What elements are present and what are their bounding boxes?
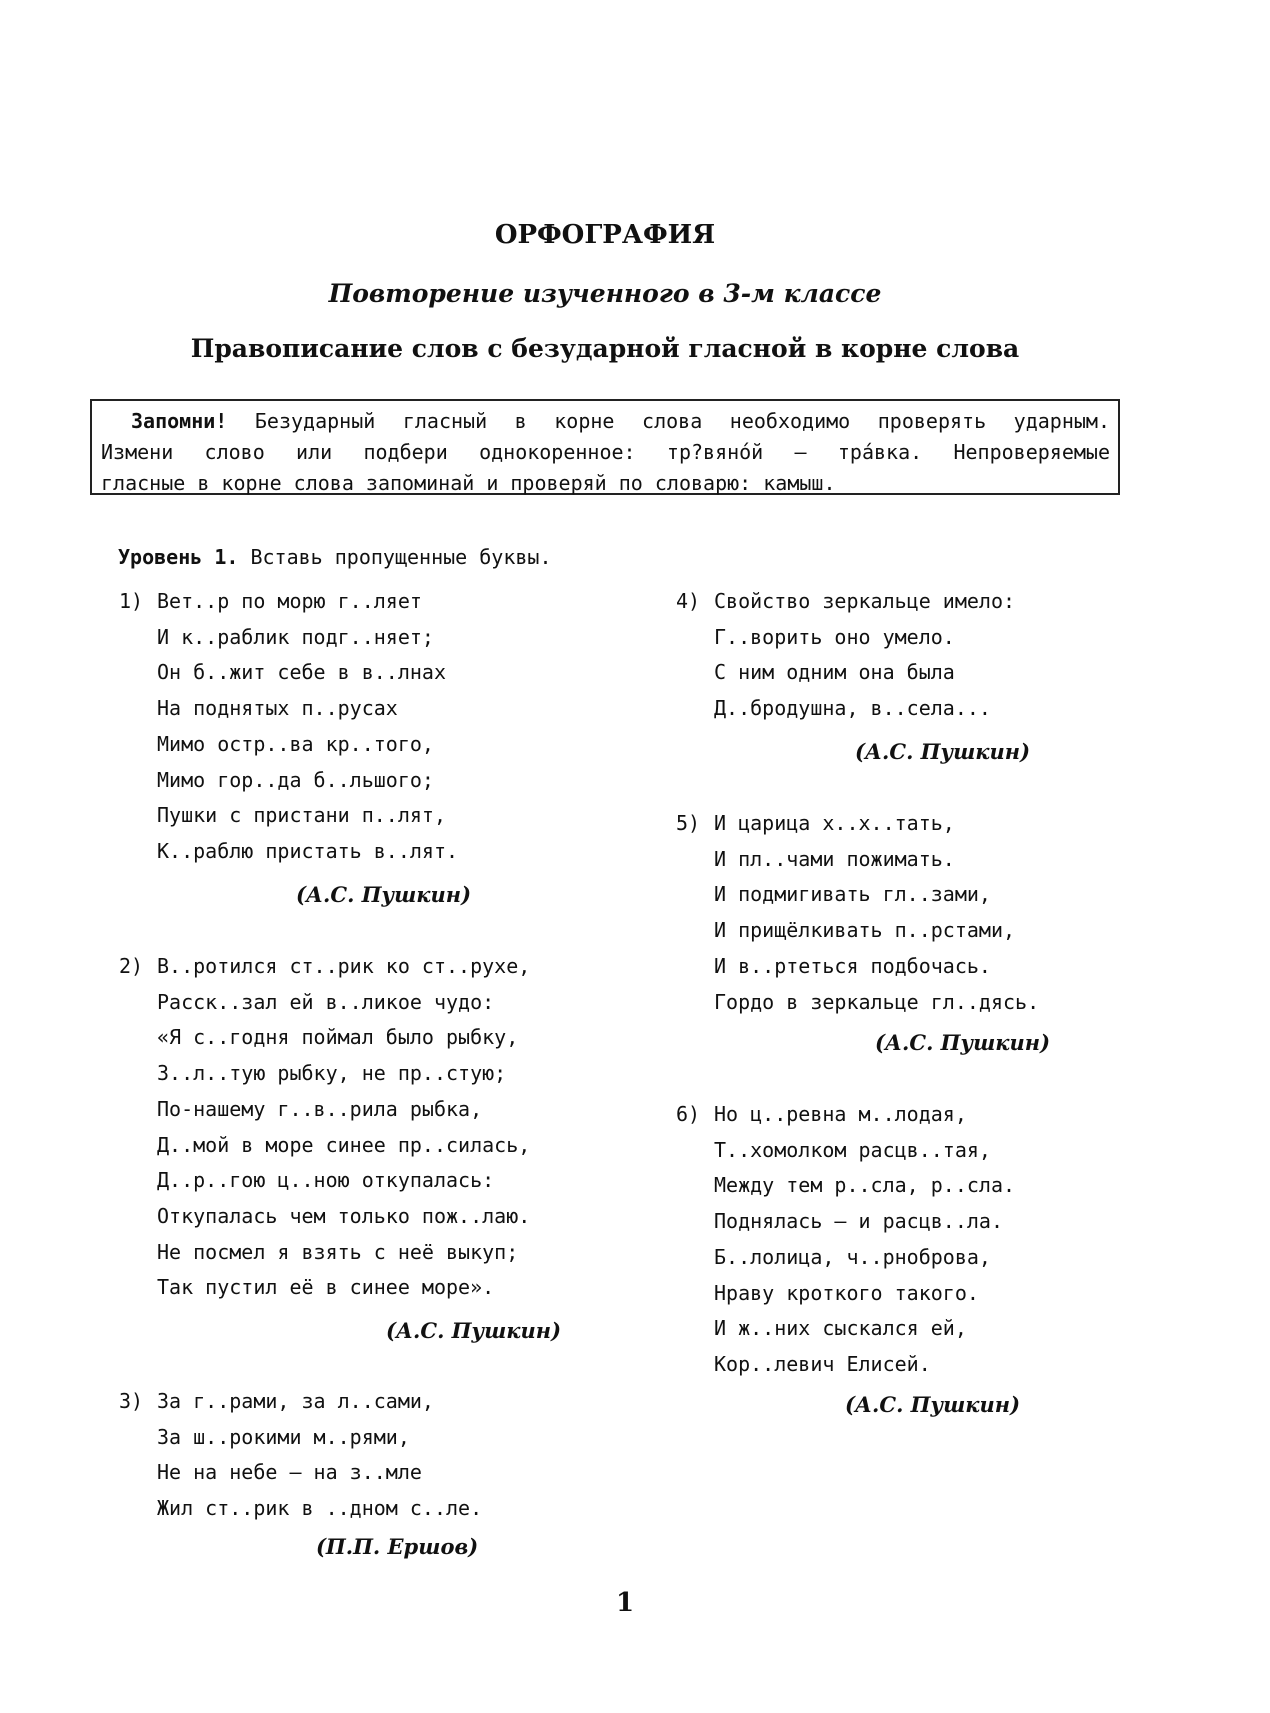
poem-line: Д..бродушна, в..села... <box>714 696 991 721</box>
rule-box <box>90 399 1120 495</box>
rule-line-3: гласные в корне слова запоминай и проверяй по словарю: камыш. <box>101 471 836 495</box>
poem-number: 5) <box>676 811 701 835</box>
poem-number: 6) <box>676 1102 701 1126</box>
poem-line: За ш..рокими м..рями, <box>157 1424 410 1449</box>
poem-number: 1) <box>119 589 144 613</box>
poem-line: Свойство зеркальце имело: <box>714 589 1016 613</box>
subtitle: Повторение изученного в 3-м классе <box>328 279 882 308</box>
poem-2 <box>119 949 531 1306</box>
poem-number: 3) <box>119 1389 144 1413</box>
section-title: ОРФОГРАФИЯ <box>494 220 716 250</box>
poem-6-author: (А.С. Пушкин) <box>845 1392 1021 1417</box>
poem-line: Но ц..ревна м..лодая, <box>714 1102 967 1126</box>
rule-lead: Запомни! <box>131 409 228 433</box>
poem-line: В..ротился ст..рик ко ст..рухе, <box>157 954 531 978</box>
poem-line: На поднятых п..русах <box>157 696 398 721</box>
page-number: 1 <box>615 1588 635 1618</box>
poem-line: З..л..тую рыбку, не пр..стую; <box>157 1061 507 1086</box>
poem-line: Не на небе — на з..мле <box>157 1460 422 1485</box>
poem-line: Мимо остр..ва кр..того, <box>157 731 434 756</box>
poem-1 <box>119 584 459 870</box>
rule-line-1 <box>101 406 1110 437</box>
rule-line-2: Измени слово или подбери однокоренное: тр?вянóй — тра́вка. Непроверяемые <box>101 440 1110 464</box>
task-instruction <box>118 545 552 569</box>
poem-line: Так пустил её в синее море». <box>157 1275 495 1300</box>
poem-4 <box>676 584 1016 727</box>
poem-line: Он б..жит себе в в..лнах <box>157 660 446 685</box>
poem-2-author: (А.С. Пушкин) <box>386 1318 562 1343</box>
poem-line: К..раблю пристать в..лят. <box>157 838 459 863</box>
poem-line: Жил ст..рик в ..дном с..ле. <box>157 1496 483 1521</box>
poem-number: 4) <box>676 589 701 613</box>
poem-5 <box>676 806 1040 1020</box>
poem-line: И пл..чами пожимать. <box>714 846 955 871</box>
poem-line: Нраву кроткого такого. <box>714 1280 979 1305</box>
poem-line: И прищёлкивать п..рстами, <box>714 918 1016 943</box>
poem-line: Г..ворить оно умело. <box>714 624 955 649</box>
poem-line: И к..раблик подг..няет; <box>157 624 434 649</box>
poem-line: И в..ртеться подбочась. <box>714 953 991 978</box>
poem-line: Б..лолица, ч..рноброва, <box>714 1244 991 1269</box>
poem-line: С ним одним она была <box>714 660 955 685</box>
poem-line: «Я с..годня поймал было рыбку, <box>157 1025 519 1050</box>
poem-line: Расск..зал ей в..ликое чудо: <box>157 989 495 1014</box>
poem-line: Кор..левич Елисей. <box>714 1351 931 1376</box>
poem-line: Гордо в зеркальце гл..дясь. <box>714 989 1040 1014</box>
poem-5-author: (А.С. Пушкин) <box>875 1030 1051 1055</box>
poem-1-author: (А.С. Пушкин) <box>296 882 472 907</box>
poem-line: И ж..них сыскался ей, <box>714 1316 967 1341</box>
task-level: Уровень 1. <box>118 545 239 569</box>
poem-line: Откупалась чем только пож..лаю. <box>157 1203 531 1228</box>
poem-line: И царица х..х..тать, <box>714 811 955 835</box>
poem-line: Т..хомолком расцв..тая, <box>714 1137 991 1162</box>
rule-line-1-text: Безударный гласный в корне слова необходимо проверять ударным. <box>227 409 1110 433</box>
poem-line: И подмигивать гл..зами, <box>714 882 991 907</box>
poem-line: Д..р..гою ц..ною откупалась: <box>157 1168 495 1193</box>
poem-line: Поднялась — и расцв..ла. <box>714 1209 1003 1234</box>
poem-3 <box>119 1384 483 1527</box>
poem-line: Между тем р..сла, р..сла. <box>714 1173 1016 1198</box>
poem-line: Мимо гор..да б..льшого; <box>157 767 434 792</box>
topic-title: Правописание слов с безударной гласной в корне слова <box>190 334 1020 363</box>
task-text: Вставь пропущенные буквы. <box>238 545 552 569</box>
poem-line: По-нашему г..в..рила рыбка, <box>157 1096 483 1121</box>
poem-line: Пушки с пристани п..лят, <box>157 803 446 828</box>
poem-line: Д..мой в море синее пр..силась, <box>157 1132 531 1157</box>
poem-number: 2) <box>119 954 144 978</box>
poem-4-author: (А.С. Пушкин) <box>855 739 1031 764</box>
poem-3-author: (П.П. Ершов) <box>316 1534 479 1559</box>
poem-6 <box>676 1097 1016 1383</box>
poem-line: Вет..р по морю г..ляет <box>157 589 422 613</box>
poem-line: За г..рами, за л..сами, <box>157 1389 434 1413</box>
poem-line: Не посмел я взять с неё выкуп; <box>157 1239 519 1264</box>
